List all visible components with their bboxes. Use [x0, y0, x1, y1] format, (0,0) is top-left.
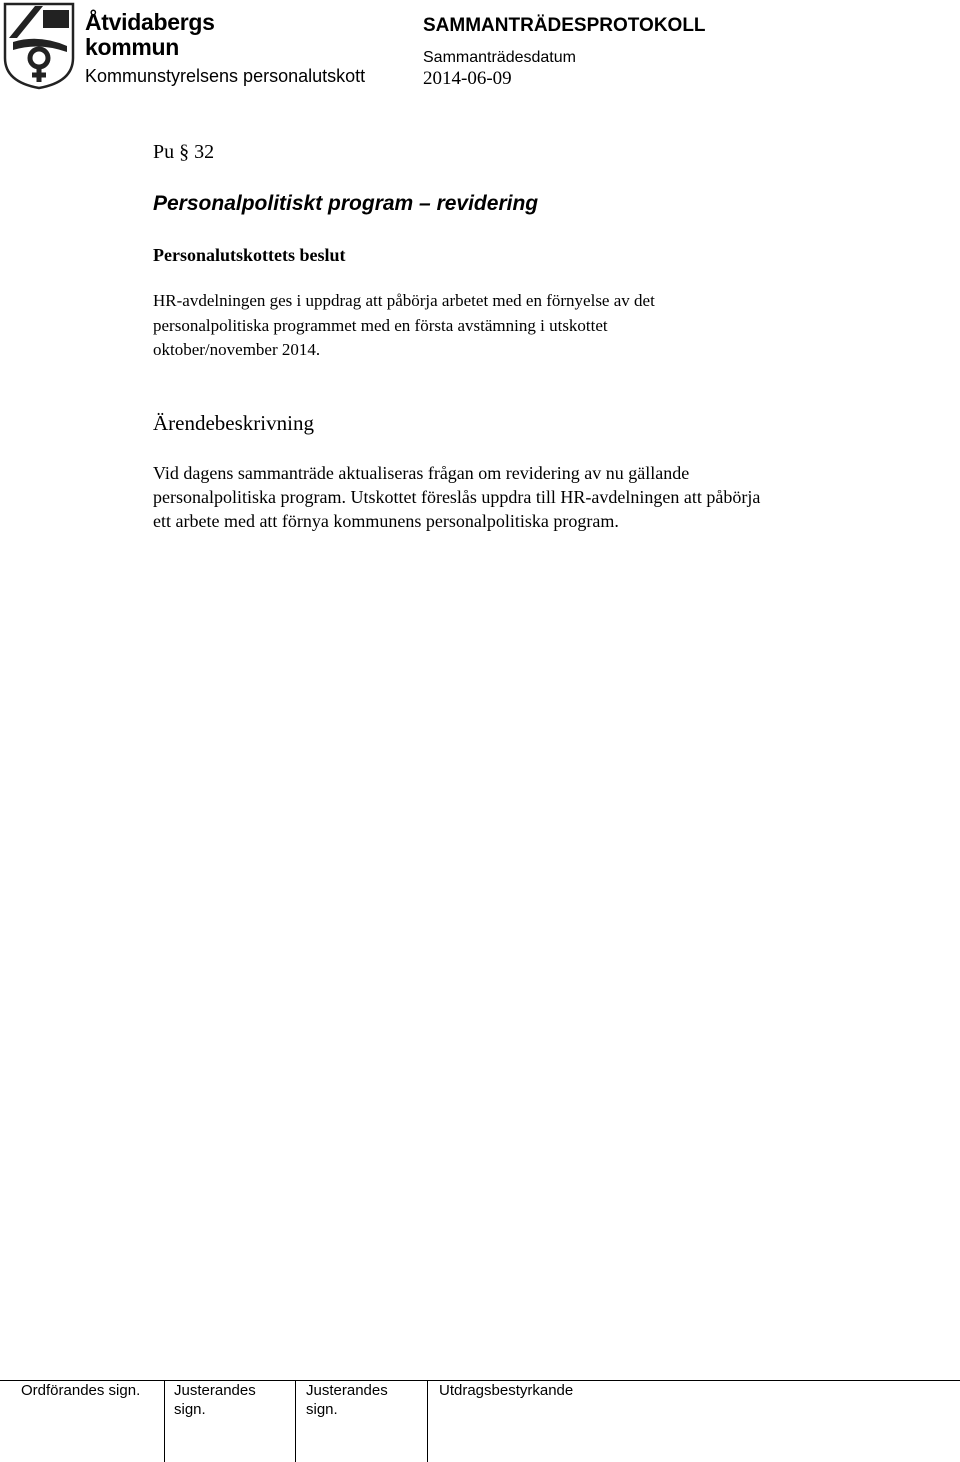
description-text: [153, 461, 760, 533]
adjuster-signature-sign-2: sign.: [306, 1401, 338, 1418]
adjuster-signature-label-2: Justerandes: [306, 1382, 388, 1399]
decision-heading: Personalutskottets beslut: [153, 245, 346, 265]
description-heading: Ärendebeskrivning: [153, 411, 314, 435]
description-line: Vid dagens sammanträde aktualiseras frågan om revidering av nu gällande: [153, 463, 690, 483]
section-number: Pu § 32: [153, 141, 215, 163]
item-title: Personalpolitiskt program – revidering: [153, 192, 539, 215]
description-line: ett arbete med att förnya kommunens personalpolitiska program.: [153, 511, 619, 531]
committee-name: Kommunstyrelsens personalutskott: [85, 66, 366, 86]
municipal-coat-of-arms-icon: [3, 2, 75, 90]
chair-signature-label: Ordförandes sign.: [21, 1382, 141, 1399]
chair-signature-box: [21, 1381, 163, 1462]
municipal-logo: [3, 2, 75, 90]
adjuster-signature-box-2: [295, 1381, 436, 1462]
signature-footer: [0, 1380, 960, 1462]
adjuster-signature-sign-1: sign.: [174, 1401, 206, 1418]
meeting-date-value: 2014-06-09: [423, 68, 512, 89]
extract-certification-box: [427, 1381, 639, 1462]
description-line: personalpolitiska program. Utskottet föreslås uppdra till HR-avdelningen att påbörja: [153, 487, 761, 507]
organization-name: [85, 10, 215, 60]
extract-certification-label: Utdragsbestyrkande: [439, 1382, 574, 1399]
decision-line: HR-avdelningen ges i uppdrag att påbörja arbetet med en förnyelse av det: [153, 291, 655, 310]
adjuster-signature-box-1: [164, 1381, 304, 1462]
organization-name-line1: Åtvidabergs: [85, 9, 215, 35]
adjuster-signature-label-1: Justerandes: [174, 1382, 256, 1399]
decision-line: oktober/november 2014.: [153, 340, 321, 359]
document-type: SAMMANTRÄDESPROTOKOLL: [423, 15, 706, 36]
organization-name-line2: kommun: [85, 34, 180, 60]
decision-text: [153, 289, 655, 363]
decision-line: personalpolitiska programmet med en första avstämning i utskottet: [153, 315, 608, 335]
meeting-date-label: Sammanträdesdatum: [423, 49, 576, 66]
